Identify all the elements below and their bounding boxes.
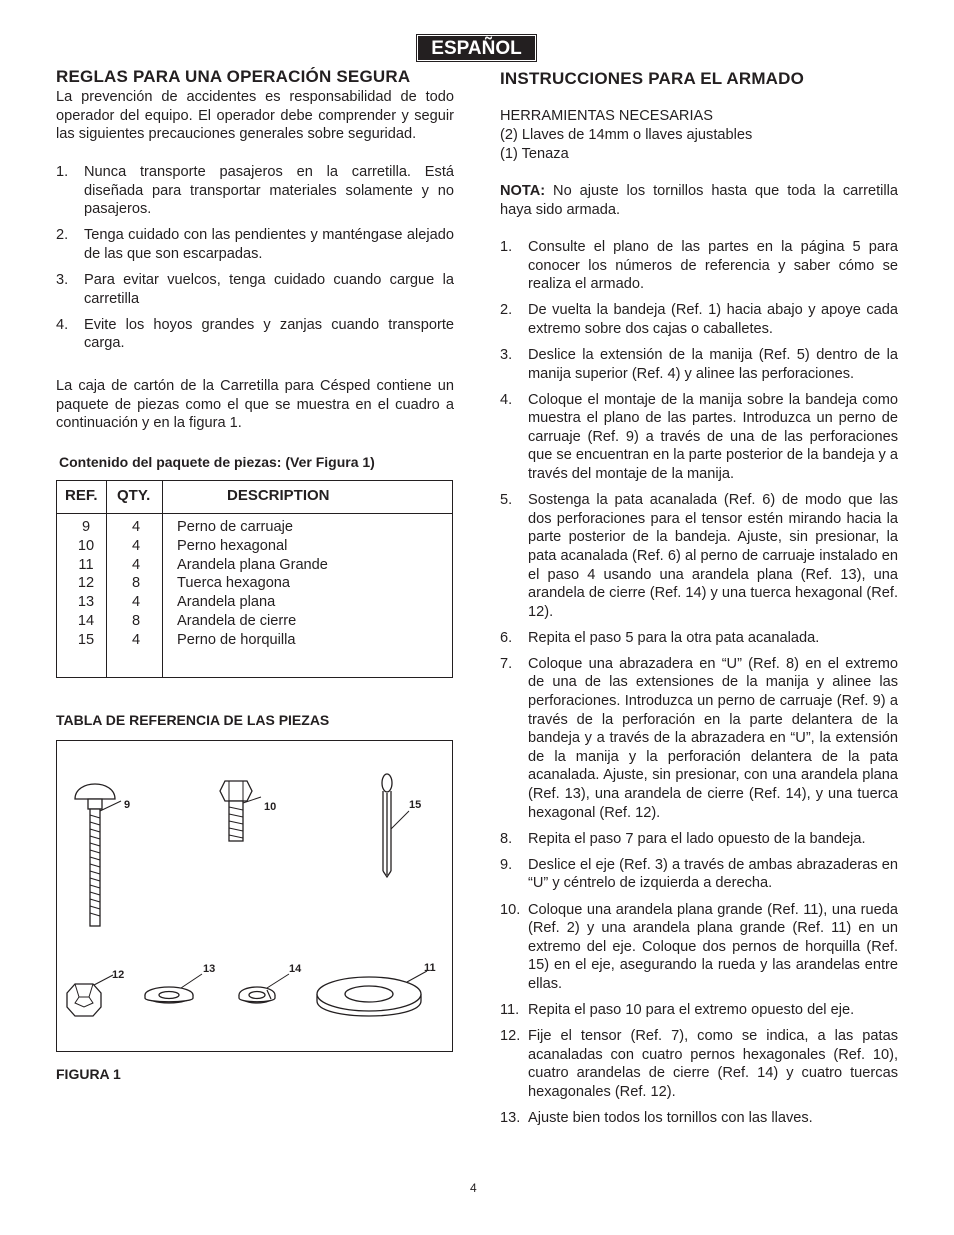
note [500, 182, 898, 219]
safety-heading: REGLAS PARA UNA OPERACIÓN SEGURA [56, 67, 411, 86]
list-item: 11. Repita el paso 10 para el extremo opuesto del eje. [500, 1001, 855, 1018]
table-row: 13 4 Arandela plana [77, 594, 276, 610]
header-qty: QTY. [117, 487, 151, 504]
list-item: 12. Fije el tensor (Ref. 7), como se indica, a las patas acanaladas con cuatro pernos hexagonales (Ref. 10), cuatro arandelas de cierre (Ref. 14) y cuatro tuercas hexagonales (Ref. 12). [500, 1028, 898, 1100]
safety-intro: La prevención de accidentes es responsabilidad de todo operador del equipo. El operador debe comprender y seguir las siguientes precauciones generales sobre seguridad. [56, 89, 454, 143]
list-item: 1. Consulte el plano de las partes en la página 5 para conocer los números de referencia y saber cómo se realiza el armado. [500, 239, 898, 293]
header-ref: REF. [65, 487, 98, 504]
assembly-heading: INSTRUCCIONES PARA EL ARMADO [500, 69, 805, 88]
page-number: 4 [470, 1181, 477, 1195]
list-item: 13. Ajuste bien todos los tornillos con las llaves. [500, 1109, 813, 1126]
tool-item: (2) Llaves de 14mm o llaves ajustables [500, 127, 753, 143]
table-row: 10 4 Perno hexagonal [77, 538, 288, 554]
label-10: 10 [264, 801, 277, 813]
language-badge: ESPAÑOL [418, 36, 535, 60]
carriage-bolt-icon [75, 784, 121, 926]
list-item: 7. Coloque una abrazadera en “U” (Ref. 8) en el extremo de una de las extensiones de la manija y alinee las perforaciones. Introduzca un perno de carruaje (Ref. 9) a través de la perforación en la parte delantera de la bandeja y a través de la abrazadera en “U”, la extensión de la manija y la perforación delantera de la pata acanalada. Ajuste, sin presionar, con una arandela plana (Ref. 13), una arandela de cierre (Ref. 14), y una tuerca hexagonal (Ref. 12). [500, 655, 898, 821]
list-item: 1. Nunca transporte pasajeros en la carretilla. Está diseñada para transportar materiales solamente y no pasajeros. [56, 164, 454, 218]
list-item: 5. Sostenga la pata acanalada (Ref. 6) de modo que las dos perforaciones para el tensor estén mirando hacia la parte posterior de la bandeja. Ajuste, sin presionar, la pata acanalada (Ref. 6) al perno de carruaje instalado en el paso 4 usando una arandela plana (Ref. 13), una arandela de cierre (Ref. 14) y una tuerca hexagonal (Ref. 12). [500, 492, 898, 620]
parts-illustration [57, 741, 451, 1050]
tools-title: HERRAMIENTAS NECESARIAS [500, 108, 713, 124]
parts-figure [56, 740, 453, 1052]
list-item: 2. De vuelta la bandeja (Ref. 1) hacia abajo y apoye cada extremo sobre dos cajas o caballetes. [500, 302, 898, 337]
contents-caption: Contenido del paquete de piezas: (Ver Figura 1) [59, 454, 375, 470]
list-item: 2. Tenga cuidado con las pendientes y manténgase alejado de las que son escarpadas. [56, 227, 454, 262]
table-row: 9 4 Perno de carruaje [81, 519, 294, 535]
box-contents-text: La caja de cartón de la Carretilla para Césped contiene un paquete de piezas como el que se muestra en el cuadro a continuación y en la figura 1. [56, 378, 454, 432]
label-12: 12 [112, 969, 125, 981]
label-15: 15 [409, 799, 422, 811]
list-item: 9. Deslice el eje (Ref. 3) a través de ambas abrazaderas en “U” y céntrelo de izquierda a derecha. [500, 856, 898, 892]
list-item: 3. Para evitar vuelcos, tenga cuidado cuando cargue la carretilla [56, 271, 454, 307]
list-item: 10. Coloque una arandela plana grande (Ref. 11), una rueda (Ref. 2) y una arandela plana grande (Ref. 11) en un extremo del eje. Coloque dos pernos de horquilla (Ref. 15) en el eje, asegurando la rueda y las arandelas entre ellas. [500, 901, 898, 992]
header-description: DESCRIPTION [227, 487, 330, 504]
hex-bolt-icon [220, 781, 261, 841]
hex-nut-icon [67, 975, 113, 1016]
assembly-steps-list [500, 238, 898, 1135]
list-item: 4. Coloque el montaje de la manija sobre la bandeja como muestra el plano de las partes. Introduzca un perno de carruaje (Ref. 9) a través de una de las perforaciones que se encuentran en la parte posterior de la bandeja y a través del montaje de la manija. [500, 391, 898, 483]
list-item: 4. Evite los hoyos grandes y zanjas cuando transporte carga. [56, 316, 454, 352]
flat-washer-icon [145, 974, 202, 1003]
safety-rules-list [56, 163, 454, 360]
figure-caption: FIGURA 1 [56, 1066, 121, 1082]
table-row: 12 8 Tuerca hexagona [77, 575, 291, 591]
label-13: 13 [203, 963, 216, 975]
note-text: No ajuste los tornillos hasta que toda la carretilla haya sido armada. [500, 183, 898, 218]
tool-item: (1) Tenaza [500, 146, 569, 162]
label-11: 11 [424, 962, 436, 974]
table-row: 11 4 Arandela plana Grande [78, 557, 328, 573]
parts-table [56, 480, 453, 678]
note-label: NOTA: [500, 183, 546, 199]
table-row: 15 4 Perno de horquilla [77, 632, 296, 648]
cotter-pin-icon [382, 774, 409, 877]
label-14: 14 [289, 963, 302, 975]
list-item: 3. Deslice la extensión de la manija (Ref. 5) dentro de la manija superior (Ref. 4) y alinee las perforaciones. [500, 346, 898, 382]
label-9: 9 [124, 799, 131, 811]
table-row: 14 8 Arandela de cierre [77, 613, 297, 629]
list-item: 6. Repita el paso 5 para la otra pata acanalada. [500, 629, 820, 646]
list-item: 8. Repita el paso 7 para el lado opuesto de la bandeja. [500, 830, 866, 847]
lock-washer-icon [239, 974, 289, 1003]
reference-table-caption: TABLA DE REFERENCIA DE LAS PIEZAS [56, 712, 330, 728]
large-washer-icon [317, 971, 427, 1016]
